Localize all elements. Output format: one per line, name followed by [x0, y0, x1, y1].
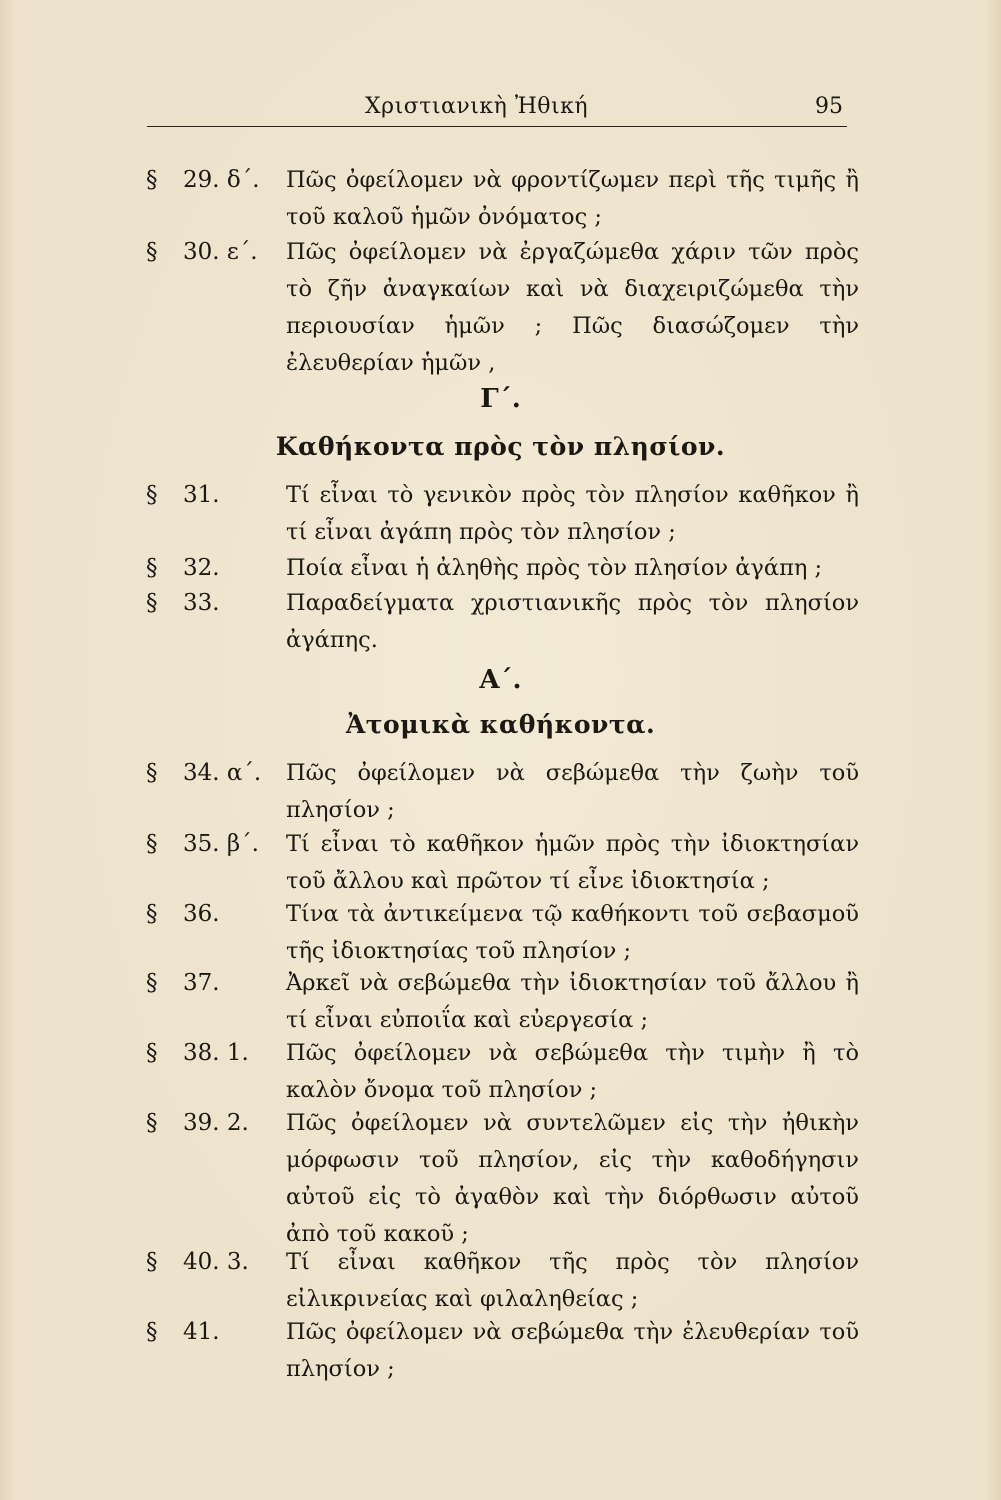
- section-letter-g: Γ΄.: [480, 384, 521, 414]
- section-title-g: Καθήκοντα πρὸς τὸν πλησίον.: [275, 432, 726, 461]
- section-letter-a: Α΄.: [479, 665, 522, 695]
- entry-text: Τί εἶναι τὸ γενικὸν πρὸς τὸν πλησίον καθῆκον ἢ τί εἶναι ἀγάπη πρὸς τὸν πλησίον ;: [286, 482, 859, 545]
- entry-text: Ποία εἶναι ἡ ἀληθὴς πρὸς τὸν πλησίον ἀγάπη ;: [286, 555, 823, 581]
- section-sign: §: [146, 760, 158, 786]
- entry-number: 33.: [183, 590, 220, 616]
- entry-number: 41.: [183, 1319, 220, 1345]
- section-title-a: Ἀτομικὰ καθήκοντα.: [345, 710, 656, 739]
- section-sign: §: [146, 1040, 158, 1066]
- entry-number: 35. β΄.: [183, 831, 259, 857]
- entry-text: Πῶς ὀφείλομεν νὰ σεβώμεθα τὴν τιμὴν ἢ τὸ καλὸν ὄνομα τοῦ πλησίον ;: [286, 1040, 859, 1103]
- section-sign: §: [146, 239, 158, 265]
- entry-number: 37.: [183, 970, 220, 996]
- section-sign: §: [146, 1110, 158, 1136]
- page-number: 95: [815, 94, 843, 119]
- entry-number: 29. δ΄.: [183, 167, 260, 193]
- entry-number: 39. 2.: [183, 1110, 249, 1136]
- entry-number: 30. ε΄.: [183, 239, 258, 265]
- entry-text: Πῶς ὀφείλομεν νὰ σεβώμεθα τὴν ζωὴν τοῦ πλησίον ;: [286, 760, 859, 823]
- entry-text: Πῶς ὀφείλομεν νὰ ἐργαζώμεθα χάριν τῶν πρὸς τὸ ζῆν ἀναγκαίων καὶ νὰ διαχειριζώμεθα τὴν περιουσίαν ἡμῶν ; Πῶς διασώζομεν τὴν ἐλευθερίαν ἡμῶν ,: [286, 239, 859, 376]
- entry-text: Πῶς ὀφείλομεν νὰ σεβώμεθα τὴν ἐλευθερίαν τοῦ πλησίον ;: [286, 1319, 859, 1382]
- entry-text: Τίνα τὰ ἀντικείμενα τῷ καθήκοντι τοῦ σεβασμοῦ τῆς ἰδιοκτησίας τοῦ πλησίον ;: [286, 901, 859, 964]
- entry-text: Ἀρκεῖ νὰ σεβώμεθα τὴν ἰδιοκτησίαν τοῦ ἄλλου ἢ τί εἶναι εὐποιΐα καὶ εὐεργεσία ;: [286, 970, 859, 1033]
- section-sign: §: [146, 970, 158, 996]
- entry-number: 32.: [183, 555, 220, 581]
- entry-text: Τί εἶναι τὸ καθῆκον ἡμῶν πρὸς τὴν ἰδιοκτησίαν τοῦ ἄλλου καὶ πρῶτον τί εἶνε ἰδιοκτησία ;: [286, 831, 859, 894]
- entry-number: 40. 3.: [183, 1249, 249, 1275]
- entry-text: Πῶς ὀφείλομεν νὰ συντελῶμεν εἰς τὴν ἠθικὴν μόρφωσιν τοῦ πλησίον, εἰς τὴν καθοδήγησιν αὐτοῦ εἰς τὸ ἀγαθὸν καὶ τὴν διόρθωσιν αὐτοῦ ἀπὸ τοῦ κακοῦ ;: [286, 1110, 859, 1247]
- section-sign: §: [146, 1249, 158, 1275]
- section-sign: §: [146, 1319, 158, 1345]
- section-sign: §: [146, 831, 158, 857]
- entry-number: 36.: [183, 901, 220, 927]
- entry-number: 38. 1.: [183, 1040, 249, 1066]
- section-sign: §: [146, 555, 158, 581]
- section-sign: §: [146, 482, 158, 508]
- section-sign: §: [146, 901, 158, 927]
- header-title: Χριστιανικὴ Ἠθική: [365, 94, 589, 119]
- section-sign: §: [146, 590, 158, 616]
- entry-text: Παραδείγματα χριστιανικῆς πρὸς τὸν πλησίον ἀγάπης.: [286, 590, 859, 653]
- entry-text: Τί εἶναι καθῆκον τῆς πρὸς τὸν πλησίον εἰλικρινείας καὶ φιλαληθείας ;: [286, 1249, 859, 1312]
- entry-number: 34. α΄.: [183, 760, 262, 786]
- entry-text: Πῶς ὀφείλομεν νὰ φροντίζωμεν περὶ τῆς τιμῆς ἢ τοῦ καλοῦ ἡμῶν ὀνόματος ;: [286, 167, 859, 230]
- section-sign: §: [146, 167, 158, 193]
- running-header: [147, 90, 847, 127]
- entry-number: 31.: [183, 482, 220, 508]
